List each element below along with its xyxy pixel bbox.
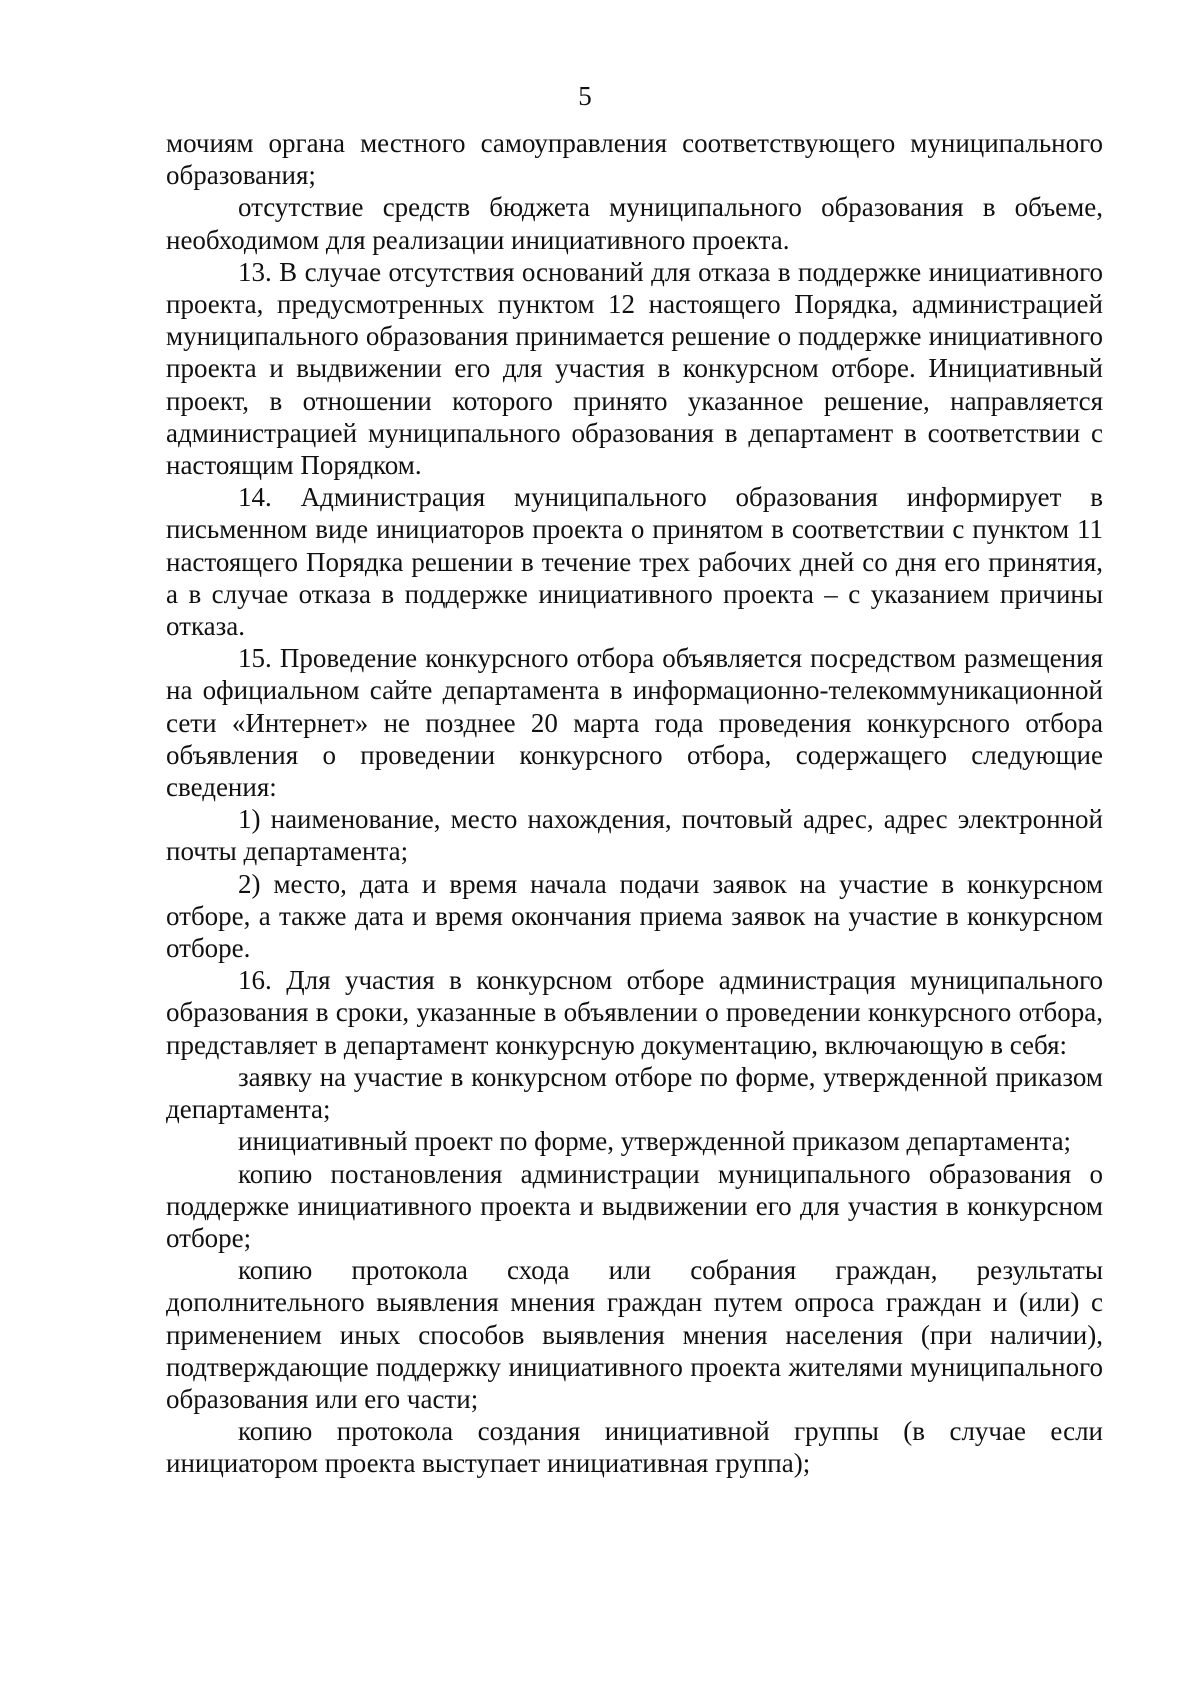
paragraph: копию протокола схода или собрания граждан, результаты дополнительного выявления мнения граждан путем опроса граждан и (или) с применением иных способов выявления мнения населения (при наличии), подтверждающие поддержку инициативного проекта жителями муниципального образования или его части; xyxy=(166,1255,1103,1414)
paragraph: копию постановления администрации муниципального образования о поддержке инициативного проекта и выдвижении его для участия в конкурсном отборе; xyxy=(166,1158,1103,1253)
paragraph: копию протокола создания инициативной группы (в случае если инициатором проекта выступает инициативная группа); xyxy=(166,1416,1103,1479)
document-body xyxy=(166,127,1103,1480)
list-item-2: 2) место, дата и время начала подачи заявок на участие в конкурсном отборе, а также дата и время окончания приема заявок на участие в конкурсном отборе. xyxy=(166,868,1103,964)
page-number: 5 xyxy=(578,81,592,111)
paragraph-continuation: мочиям органа местного самоуправления соответствующего муниципального образования; xyxy=(166,128,1103,191)
paragraph-item-16: 16. Для участия в конкурсном отборе администрация муниципального образования в сроки, указанные в объявлении о проведении конкурсного отбора, представляет в департамент конкурсную документацию, включающую в себя: xyxy=(166,965,1103,1060)
paragraph-item-14: 14. Администрация муниципального образования информирует в письменном виде инициаторов проекта о принятом в соответствии с пунктом 11 настоящего Порядка решении в течение трех рабочих дней со дня его принятия, а в случае отказа в поддержке инициативного проекта – с указанием причины отказа. xyxy=(166,482,1103,642)
list-item-1: 1) наименование, место нахождения, почтовый адрес, адрес электронной почты департамента; xyxy=(166,804,1103,867)
paragraph: отсутствие средств бюджета муниципального образования в объеме, необходимом для реализации инициативного проекта. xyxy=(166,192,1103,255)
paragraph: заявку на участие в конкурсном отборе по форме, утвержденной приказом департамента; xyxy=(166,1061,1103,1125)
paragraph: инициативный проект по форме, утвержденной приказом департамента; xyxy=(238,1126,1072,1157)
paragraph-item-13: 13. В случае отсутствия оснований для отказа в поддержке инициативного проекта, предусмотренных пунктом 12 настоящего Порядка, администрацией муниципального образования принимается решение о поддержке инициативного проекта и выдвижении его для участия в конкурсном отборе. Инициативный проект, в отношении которого принято указанное решение, направляется администрацией муниципального образования в департамент в соответствии с настоящим Порядком. xyxy=(166,256,1103,481)
paragraph-item-15: 15. Проведение конкурсного отбора объявляется посредством размещения на официальном сайте департамента в информационно-телекоммуникационной сети «Интернет» не позднее 20 марта года проведения конкурсного отбора объявления о проведении конкурсного отбора, содержащего следующие сведения: xyxy=(166,643,1103,803)
